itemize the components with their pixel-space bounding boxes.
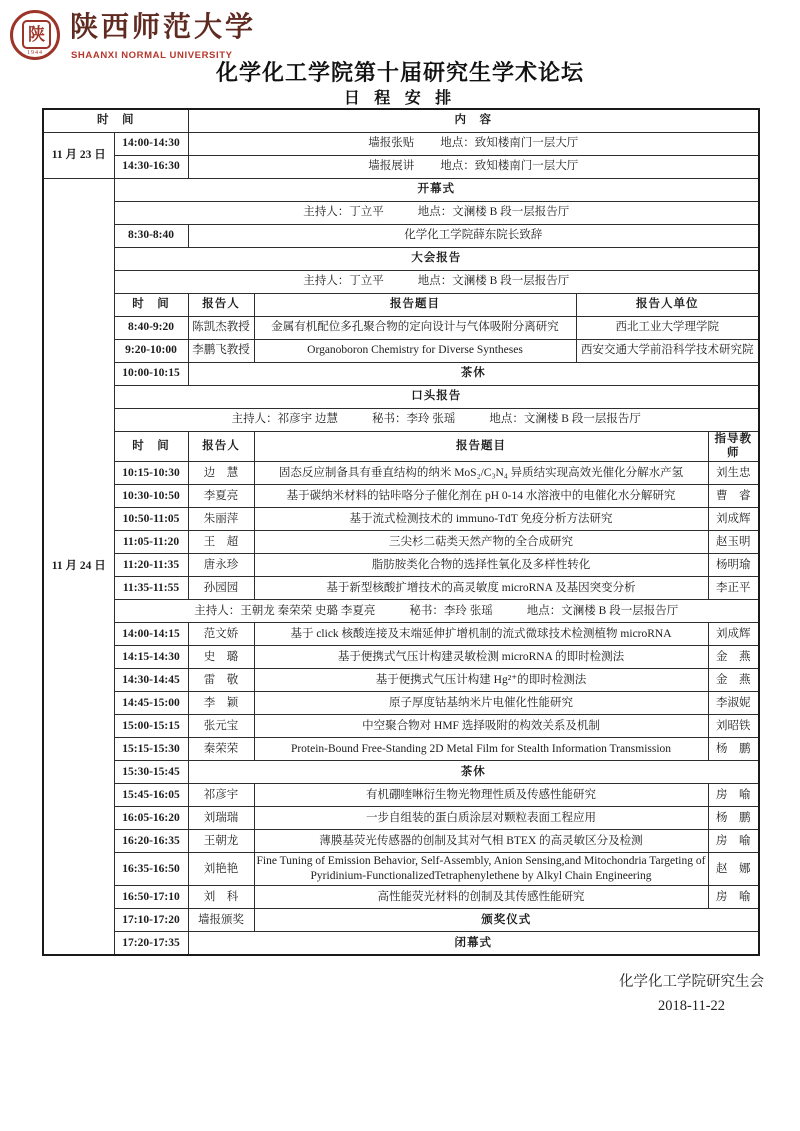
speaker-cell: 刘瑞瑞 <box>188 807 254 830</box>
table-row-tea-break <box>43 761 759 784</box>
advisor-cell: 金 燕 <box>708 646 759 669</box>
table-row-talk <box>43 339 759 362</box>
advisor-cell: 刘成辉 <box>708 623 759 646</box>
advisor-cell: 李正平 <box>708 577 759 600</box>
time-cell: 8:30-8:40 <box>114 224 188 247</box>
advisor-cell: 赵 娜 <box>708 853 759 886</box>
university-name-english: SHAANXI NORMAL UNIVERSITY <box>71 50 233 61</box>
host-cell <box>114 201 759 224</box>
footer-date: 2018-11-22 <box>657 997 726 1014</box>
table-row-closing <box>43 932 759 955</box>
talk-title-cell: Organoboron Chemistry for Diverse Syntheses <box>254 339 576 362</box>
footer-signature <box>619 971 764 1019</box>
advisor-cell: 房 喻 <box>708 886 759 909</box>
time-cell: 16:50-17:10 <box>114 886 188 909</box>
event-location: 地点：致知楼南门一层大厅 <box>440 137 579 150</box>
table-row-session-host <box>43 408 759 431</box>
table-row-oral <box>43 385 759 408</box>
host-label: 主持人：王朝龙 秦荣荣 史璐 李夏亮 <box>194 604 376 617</box>
table-row-talk <box>43 462 759 485</box>
speaker-cell: 祁彦宇 <box>188 784 254 807</box>
time-cell: 14:45-15:00 <box>114 692 188 715</box>
time-cell: 11:05-11:20 <box>114 531 188 554</box>
event-cell <box>188 155 759 178</box>
table-row-talk <box>43 577 759 600</box>
talk-title-cell: 中空聚合物对 HMF 选择吸附的构效关系及机制 <box>254 715 708 738</box>
speaker-cell: 王朝龙 <box>188 830 254 853</box>
affiliation-cell: 西北工业大学理学院 <box>576 316 759 339</box>
date-cell-day1: 11 月 23 日 <box>43 132 114 178</box>
time-cell: 14:00-14:30 <box>114 132 188 155</box>
time-cell: 16:20-16:35 <box>114 830 188 853</box>
table-row-talk <box>43 554 759 577</box>
table-row-talk <box>43 316 759 339</box>
tea-break-label: 茶休 <box>188 362 759 385</box>
advisor-cell: 杨 鹏 <box>708 738 759 761</box>
host-label: 主持人：祁彦宇 边慧 <box>231 413 339 426</box>
talk-title-cell: 基于便携式气压计构建灵敏检测 microRNA 的即时检测法 <box>254 646 708 669</box>
table-row-talk <box>43 485 759 508</box>
seal-character: 陕 <box>28 25 45 44</box>
time-cell: 14:15-14:30 <box>114 646 188 669</box>
section-title-oral: 口头报告 <box>114 385 759 408</box>
time-cell: 11:20-11:35 <box>114 554 188 577</box>
talk-title-cell: 一步自组装的蛋白质涂层对颗粒表面工程应用 <box>254 807 708 830</box>
section-title-opening: 开幕式 <box>114 178 759 201</box>
time-cell: 15:30-15:45 <box>114 761 188 784</box>
table-row-talk <box>43 853 759 886</box>
advisor-cell: 刘成辉 <box>708 508 759 531</box>
schedule-table <box>42 108 760 956</box>
talk-title-cell: 脂肪胺类化合物的选择性氧化及多样性转化 <box>254 554 708 577</box>
advisor-cell: 金 燕 <box>708 669 759 692</box>
table-row-talk <box>43 807 759 830</box>
talk-title-cell: 三尖杉二萜类天然产物的全合成研究 <box>254 531 708 554</box>
title-column-header: 报告题目 <box>254 293 576 316</box>
speaker-cell: 唐永珍 <box>188 554 254 577</box>
time-cell: 10:50-11:05 <box>114 508 188 531</box>
speaker-cell: 李夏亮 <box>188 485 254 508</box>
time-cell: 15:45-16:05 <box>114 784 188 807</box>
table-row-plenary-host <box>43 270 759 293</box>
time-cell: 17:20-17:35 <box>114 932 188 955</box>
event-location: 地点：致知楼南门一层大厅 <box>440 160 579 173</box>
advisor-cell: 房 喻 <box>708 784 759 807</box>
event-cell <box>188 132 759 155</box>
advisor-cell: 房 喻 <box>708 830 759 853</box>
table-row-poster-1 <box>43 132 759 155</box>
table-row-talk <box>43 646 759 669</box>
time-cell: 11:35-11:55 <box>114 577 188 600</box>
speaker-cell: 范文娇 <box>188 623 254 646</box>
speaker-cell: 孙园园 <box>188 577 254 600</box>
table-row-tea-break <box>43 362 759 385</box>
university-name-chinese: 陕西师范大学 <box>70 12 257 43</box>
host-cell <box>114 600 759 623</box>
table-row-opening-speech <box>43 224 759 247</box>
time-column-header: 时 间 <box>114 431 188 462</box>
affiliation-cell: 西安交通大学前沿科学技术研究院 <box>576 339 759 362</box>
advisor-cell: 刘生忠 <box>708 462 759 485</box>
seal-emblem <box>22 20 51 49</box>
tea-break-label: 茶休 <box>188 761 759 784</box>
content-column-header: 内 容 <box>188 109 759 132</box>
table-row-talk <box>43 830 759 853</box>
advisor-cell: 李淑妮 <box>708 692 759 715</box>
host-label: 主持人：丁立平 <box>303 206 384 219</box>
advisor-cell: 杨 鹏 <box>708 807 759 830</box>
advisor-cell: 刘昭铁 <box>708 715 759 738</box>
title-column-header: 报告题目 <box>254 431 708 462</box>
speaker-cell: 秦荣荣 <box>188 738 254 761</box>
time-cell: 8:40-9:20 <box>114 316 188 339</box>
time-cell: 10:30-10:50 <box>114 485 188 508</box>
seal-year: 1944 <box>27 50 43 56</box>
speaker-column-header: 报告人 <box>188 293 254 316</box>
page-subtitle: 日 程 安 排 <box>343 90 457 107</box>
section-title-plenary: 大会报告 <box>114 247 759 270</box>
speaker-cell: 张元宝 <box>188 715 254 738</box>
date-cell-day2: 11 月 24 日 <box>43 178 114 955</box>
table-row-talk <box>43 715 759 738</box>
table-row-talk <box>43 623 759 646</box>
closing-label: 闭幕式 <box>188 932 759 955</box>
talk-title-cell: 有机硼喹啉衍生物光物理性质及传感性能研究 <box>254 784 708 807</box>
time-cell: 15:15-15:30 <box>114 738 188 761</box>
talk-title-cell: 薄膜基荧光传感器的创制及其对气相 BTEX 的高灵敏区分及检测 <box>254 830 708 853</box>
talk-title-cell: 高性能荧光材料的创制及其传感性能研究 <box>254 886 708 909</box>
table-row-plenary-header <box>43 293 759 316</box>
speaker-cell: 朱丽萍 <box>188 508 254 531</box>
advisor-cell: 杨明瑜 <box>708 554 759 577</box>
table-row-talk <box>43 886 759 909</box>
speaker-cell: 陈凯杰教授 <box>188 316 254 339</box>
speaker-cell: 王 超 <box>188 531 254 554</box>
talk-title-cell: 固态反应制备具有垂直结构的纳米 MoS₂/C₃N₄ 异质结实现高效光催化分解水产氢 <box>254 462 708 485</box>
table-row-talk <box>43 508 759 531</box>
talk-title-cell: 基于新型核酸扩增技术的高灵敏度 microRNA 及基因突变分析 <box>254 577 708 600</box>
footer-organization: 化学化工学院研究生会 <box>619 974 764 990</box>
advisor-cell: 赵玉明 <box>708 531 759 554</box>
time-column-header: 时 间 <box>114 293 188 316</box>
university-seal-icon <box>10 10 60 60</box>
talk-title-cell: 基于便携式气压计构建 Hg²⁺的即时检测法 <box>254 669 708 692</box>
table-row-session-host <box>43 600 759 623</box>
speaker-column-header: 报告人 <box>188 431 254 462</box>
talk-title-cell: Protein-Bound Free-Standing 2D Metal Film for Stealth Information Transmission <box>254 738 708 761</box>
event-label: 墙报展讲 <box>368 160 415 173</box>
page-title: 化学化工学院第十届研究生学术论坛 <box>215 60 584 85</box>
time-cell: 14:00-14:15 <box>114 623 188 646</box>
host-cell <box>114 270 759 293</box>
table-row-talk <box>43 738 759 761</box>
table-row-oral-header <box>43 431 759 462</box>
table-row-opening <box>43 178 759 201</box>
speaker-cell: 边 慧 <box>188 462 254 485</box>
time-cell: 15:00-15:15 <box>114 715 188 738</box>
affiliation-column-header: 报告人单位 <box>576 293 759 316</box>
speaker-cell: 墙报颁奖 <box>188 909 254 932</box>
time-cell: 16:35-16:50 <box>114 853 188 886</box>
time-cell: 10:15-10:30 <box>114 462 188 485</box>
secretary-label: 秘书：李玲 张瑶 <box>409 604 493 617</box>
talk-title-cell: 原子厚度钴基纳米片电催化性能研究 <box>254 692 708 715</box>
location-label: 地点：文澜楼 B 段一层报告厅 <box>489 413 641 426</box>
table-row-header <box>43 109 759 132</box>
talk-title-cell: 金属有机配位多孔聚合物的定向设计与气体吸附分离研究 <box>254 316 576 339</box>
talk-title-cell: 基于碳纳米材料的钴咔咯分子催化剂在 pH 0-14 水溶液中的电催化水分解研究 <box>254 485 708 508</box>
speaker-cell: 史 璐 <box>188 646 254 669</box>
talk-title-cell: Fine Tuning of Emission Behavior, Self-Assembly, Anion Sensing,and Mitochondria Targeting of Pyridinium-FunctionalizedTetraphenylethene by Alkyl Chain Engineering <box>254 853 708 886</box>
time-cell: 17:10-17:20 <box>114 909 188 932</box>
time-cell: 16:05-16:20 <box>114 807 188 830</box>
award-label: 颁奖仪式 <box>254 909 759 932</box>
talk-title-cell: 基于流式检测技术的 immuno-TdT 免疫分析方法研究 <box>254 508 708 531</box>
secretary-label: 秘书：李玲 张瑶 <box>372 413 456 426</box>
speaker-cell: 李 颖 <box>188 692 254 715</box>
location-label: 地点：文澜楼 B 段一层报告厅 <box>526 604 679 617</box>
speech-cell: 化学化工学院薛东院长致辞 <box>188 224 759 247</box>
location-label: 地点：文澜楼 B 段一层报告厅 <box>417 206 570 219</box>
location-label: 地点：文澜楼 B 段一层报告厅 <box>417 275 570 288</box>
host-label: 主持人：丁立平 <box>303 275 384 288</box>
speaker-cell: 李鹏飞教授 <box>188 339 254 362</box>
table-row-talk <box>43 784 759 807</box>
table-row-award <box>43 909 759 932</box>
event-label: 墙报张贴 <box>368 137 415 150</box>
table-row-poster-2 <box>43 155 759 178</box>
speaker-cell: 刘 科 <box>188 886 254 909</box>
table-row-plenary <box>43 247 759 270</box>
time-cell: 14:30-16:30 <box>114 155 188 178</box>
time-cell: 14:30-14:45 <box>114 669 188 692</box>
talk-title-cell: 基于 click 核酸连接及末端延伸扩增机制的流式微球技术检测植物 microRNA <box>254 623 708 646</box>
time-cell: 9:20-10:00 <box>114 339 188 362</box>
advisor-column-header: 指导教师 <box>708 431 759 462</box>
table-row-opening-host <box>43 201 759 224</box>
time-cell: 10:00-10:15 <box>114 362 188 385</box>
speaker-cell: 雷 敬 <box>188 669 254 692</box>
advisor-cell: 曹 睿 <box>708 485 759 508</box>
speaker-cell: 刘艳艳 <box>188 853 254 886</box>
table-row-talk <box>43 531 759 554</box>
time-column-header: 时 间 <box>43 109 188 132</box>
host-cell <box>114 408 759 431</box>
table-row-talk <box>43 669 759 692</box>
table-row-talk <box>43 692 759 715</box>
